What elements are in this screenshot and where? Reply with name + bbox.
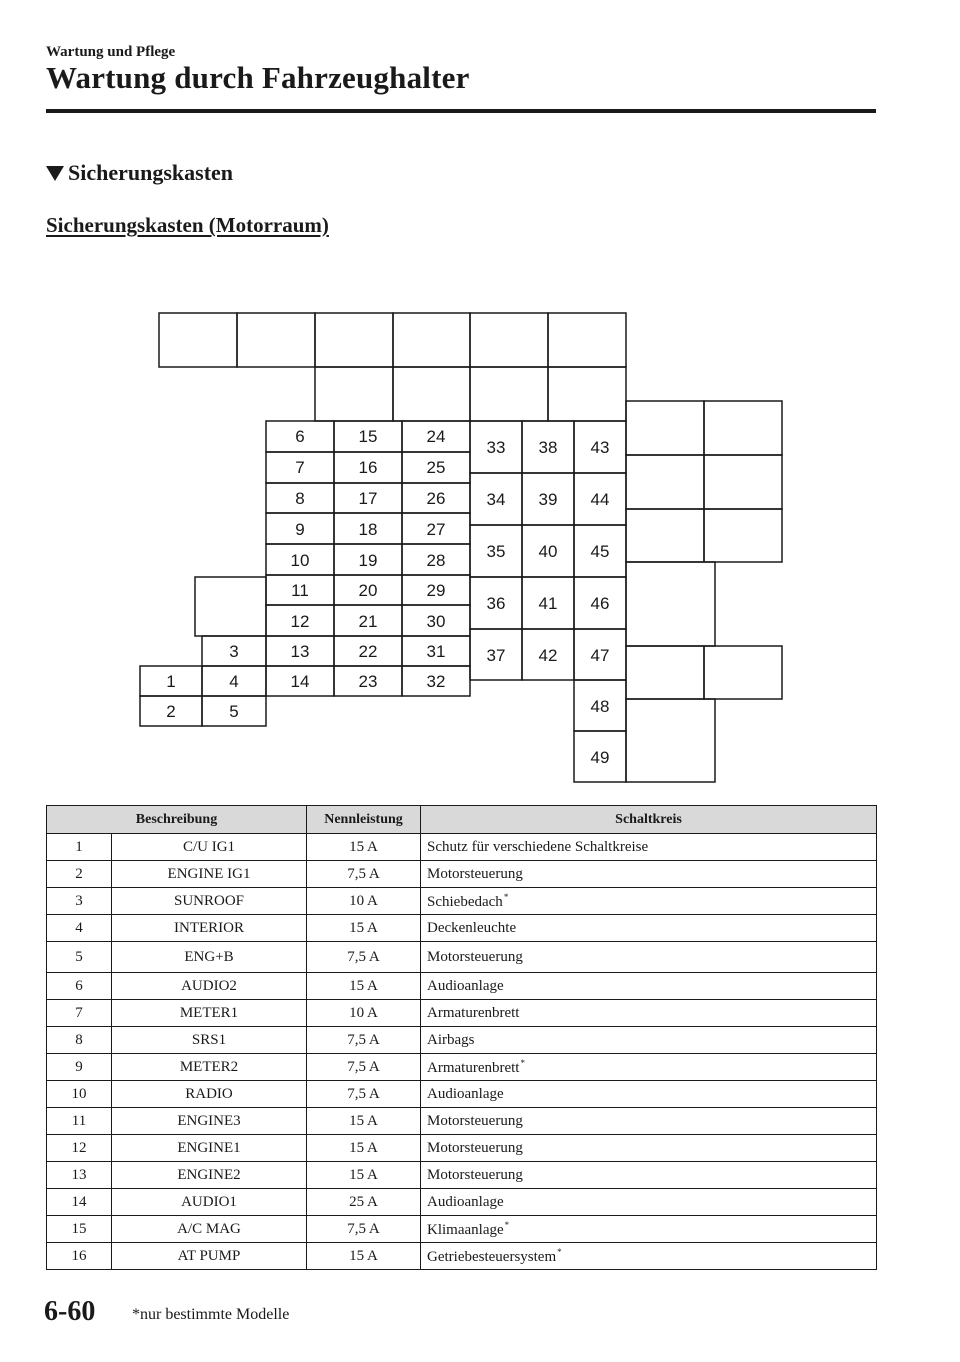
fuse-rating-cell xyxy=(307,942,421,973)
fuse-circuit-cell-text: Schiebedach xyxy=(427,893,503,910)
fuse-number-cell xyxy=(47,973,112,1000)
fuse-number-label: 1 xyxy=(166,672,176,691)
fuse-number-label: 38 xyxy=(538,438,558,457)
fuse-number-label: 39 xyxy=(538,490,558,509)
fuse-description-cell-text: METER1 xyxy=(179,1004,239,1021)
fuse-description-cell xyxy=(112,1027,307,1054)
model-note-mark: * xyxy=(504,1219,510,1230)
table-row xyxy=(47,1081,877,1108)
fuse-rating-cell xyxy=(307,1243,421,1270)
fuse-rating-cell xyxy=(307,1189,421,1216)
fuse-circuit-cell xyxy=(421,942,877,973)
fuse-description-cell-text: RADIO xyxy=(185,1085,233,1102)
table-row xyxy=(47,1135,877,1162)
model-note-mark: * xyxy=(503,891,509,902)
fuse-rating-cell xyxy=(307,888,421,915)
fuse-circuit-cell xyxy=(421,915,877,942)
table-row xyxy=(47,1216,877,1243)
fuse-number-cell-text: 15 xyxy=(71,1220,87,1237)
fuse-rating-cell xyxy=(307,1000,421,1027)
fuse-number-label: 9 xyxy=(295,520,305,539)
fuse-number-label: 35 xyxy=(486,542,506,561)
fuse-circuit-cell-text: Motorsteuerung xyxy=(427,1112,523,1129)
fuse-rating-cell-text: 15 A xyxy=(349,1139,378,1156)
fuse-description-cell-text: ENGINE1 xyxy=(177,1139,241,1156)
table-row xyxy=(47,1027,877,1054)
table-row xyxy=(47,861,877,888)
fuse-description-cell-text: AUDIO2 xyxy=(181,977,237,994)
fuse-number-label: 46 xyxy=(590,594,610,613)
fuse-number-cell-text: 6 xyxy=(75,977,83,994)
fuse-description-cell xyxy=(112,973,307,1000)
fuse-rating-cell-text: 15 A xyxy=(349,1112,378,1129)
fuse-number-label: 21 xyxy=(358,612,378,631)
fuse-number-label: 47 xyxy=(590,646,610,665)
fuse-circuit-cell-text: Motorsteuerung xyxy=(427,865,523,882)
fuse-circuit-cell xyxy=(421,1216,877,1243)
fuse-number-label: 5 xyxy=(229,702,239,721)
fuse-description-cell xyxy=(112,1108,307,1135)
fuse-number-cell-text: 8 xyxy=(75,1031,83,1048)
fuse-number-label: 17 xyxy=(358,489,378,508)
fuse-number-label: 28 xyxy=(426,551,446,570)
fuse-number-label: 4 xyxy=(229,672,239,691)
fuse-number-label: 18 xyxy=(358,520,378,539)
fuse-circuit-cell xyxy=(421,1054,877,1081)
fuse-rating-cell-text: 15 A xyxy=(349,1247,378,1264)
fuse-description-cell xyxy=(112,942,307,973)
fuse-number-label: 23 xyxy=(358,672,378,691)
fuse-circuit-cell-text: Motorsteuerung xyxy=(427,1166,523,1183)
fuse-description-cell-text: INTERIOR xyxy=(174,919,244,936)
table-row xyxy=(47,915,877,942)
fuse-rating-cell-text: 15 A xyxy=(349,838,378,855)
fuse-circuit-cell-text: Motorsteuerung xyxy=(427,1139,523,1156)
table-row xyxy=(47,1162,877,1189)
fuse-number-cell-text: 2 xyxy=(75,865,83,882)
fuse-number-cell-text: 14 xyxy=(71,1193,87,1210)
fuse-rating-cell-text: 10 A xyxy=(349,892,378,909)
fuse-description-cell-text: ENGINE2 xyxy=(177,1166,241,1183)
fuse-number-cell xyxy=(47,1000,112,1027)
fuse-number-label: 27 xyxy=(426,520,446,539)
fuse-circuit-cell xyxy=(421,973,877,1000)
fuse-description-cell xyxy=(112,1081,307,1108)
fuse-circuit-cell-text: Klimaanlage xyxy=(427,1221,504,1238)
fuse-circuit-cell-text: Armaturenbrett xyxy=(427,1059,520,1076)
fuse-number-label: 29 xyxy=(426,581,446,600)
fuse-number-label: 14 xyxy=(290,672,310,691)
model-note-mark: * xyxy=(520,1057,525,1068)
fuse-number-label: 26 xyxy=(426,489,446,508)
fuse-circuit-cell xyxy=(421,1027,877,1054)
fuse-number-label: 33 xyxy=(486,438,506,457)
fuse-number-label: 11 xyxy=(291,581,309,600)
fuse-circuit-cell xyxy=(421,1162,877,1189)
fuse-table xyxy=(46,805,877,1270)
fuse-description-cell xyxy=(112,1135,307,1162)
fuse-number-cell xyxy=(47,861,112,888)
table-row xyxy=(47,834,877,861)
fuse-description-cell xyxy=(112,1000,307,1027)
section-label: Wartung und Pflege xyxy=(46,44,176,60)
fuse-description-cell xyxy=(112,1243,307,1270)
fuse-rating-cell xyxy=(307,915,421,942)
fuse-rating-cell xyxy=(307,1216,421,1243)
fuse-number-label: 37 xyxy=(486,646,506,665)
fuse-rating-cell-text: 15 A xyxy=(349,919,378,936)
fuse-number-cell xyxy=(47,1162,112,1189)
fuse-number-label: 8 xyxy=(295,489,305,508)
fuse-number-cell-text: 16 xyxy=(71,1247,87,1264)
table-row xyxy=(47,888,877,915)
fuse-number-cell-text: 9 xyxy=(75,1058,83,1075)
fuse-rating-cell xyxy=(307,1027,421,1054)
fuse-circuit-cell xyxy=(421,1108,877,1135)
fuse-number-cell-text: 5 xyxy=(75,948,83,965)
table-header-row xyxy=(47,806,877,834)
fuse-rating-cell-text: 15 A xyxy=(349,1166,378,1183)
fuse-number-cell-text: 12 xyxy=(71,1139,87,1156)
table-row xyxy=(47,1054,877,1081)
fuse-description-cell xyxy=(112,888,307,915)
fuse-rating-cell-text: 15 A xyxy=(349,977,378,994)
fuse-circuit-cell-text: Armaturenbrett xyxy=(427,1004,520,1021)
fuse-number-label: 10 xyxy=(290,551,310,570)
fuse-number-cell xyxy=(47,1027,112,1054)
fuse-rating-cell-text: 7,5 A xyxy=(347,948,380,965)
fuse-circuit-cell-text: Airbags xyxy=(427,1031,475,1048)
header-description: Beschreibung xyxy=(47,806,307,834)
sub-heading: Sicherungskasten (Motorraum) xyxy=(46,213,329,237)
fuse-number-cell-text: 7 xyxy=(75,1004,83,1021)
fuse-rating-cell xyxy=(307,1081,421,1108)
fuse-number-cell-text: 11 xyxy=(71,1112,87,1129)
fuse-number-label: 12 xyxy=(290,612,310,631)
fuse-description-cell-text: ENGINE IG1 xyxy=(167,865,251,882)
fuse-rating-cell-text: 7,5 A xyxy=(347,1220,380,1237)
fuse-number-cell xyxy=(47,1054,112,1081)
fuse-description-cell xyxy=(112,861,307,888)
fuse-number-label: 30 xyxy=(426,612,446,631)
page-title: Wartung durch Fahrzeughalter xyxy=(46,60,470,95)
fuse-number-label: 40 xyxy=(538,542,558,561)
header-circuit: Schaltkreis xyxy=(421,806,877,834)
fuse-number-label: 20 xyxy=(358,581,378,600)
fuse-circuit-cell xyxy=(421,1243,877,1270)
fuse-circuit-cell-text: Schutz für verschiedene Schaltkreise xyxy=(427,838,649,855)
fuse-number-cell xyxy=(47,1135,112,1162)
fuse-number-label: 49 xyxy=(590,748,610,767)
fuse-rating-cell-text: 7,5 A xyxy=(347,1085,380,1102)
fuse-description-cell-text: C/U IG1 xyxy=(182,838,236,855)
fuse-rating-cell xyxy=(307,973,421,1000)
fuse-number-cell xyxy=(47,1108,112,1135)
fuse-number-cell xyxy=(47,834,112,861)
fuse-number-label: 44 xyxy=(590,490,610,509)
fuse-circuit-cell xyxy=(421,888,877,915)
fuse-number-label: 36 xyxy=(486,594,506,613)
table-row xyxy=(47,973,877,1000)
model-note-mark: * xyxy=(557,1246,562,1257)
fuse-number-label: 3 xyxy=(229,642,239,661)
fuse-number-label: 48 xyxy=(590,697,610,716)
fuse-description-cell xyxy=(112,1189,307,1216)
fuse-rating-cell-text: 10 A xyxy=(349,1004,378,1021)
fuse-number-label: 34 xyxy=(486,490,506,509)
fuse-description-cell xyxy=(112,1216,307,1243)
fuse-rating-cell xyxy=(307,1108,421,1135)
fuse-number-cell-text: 10 xyxy=(71,1085,87,1102)
fuse-description-cell xyxy=(112,834,307,861)
fuse-rating-cell xyxy=(307,834,421,861)
fuse-number-label: 42 xyxy=(538,646,558,665)
fuse-circuit-cell xyxy=(421,1000,877,1027)
fuse-number-cell-text: 4 xyxy=(75,919,83,936)
fuse-circuit-cell-text: Getriebesteuersystem xyxy=(427,1248,557,1265)
fuse-circuit-cell-text: Audioanlage xyxy=(427,1193,504,1210)
footnote: *nur bestimmte Modelle xyxy=(132,1306,290,1323)
fuse-description-cell xyxy=(112,915,307,942)
table-row xyxy=(47,1189,877,1216)
fuse-number-cell xyxy=(47,1243,112,1270)
fuse-number-cell xyxy=(47,888,112,915)
table-row xyxy=(47,942,877,973)
fuse-number-label: 32 xyxy=(426,672,446,691)
fuse-number-cell-text: 1 xyxy=(75,838,83,855)
subsection-title-text: Sicherungskasten xyxy=(68,160,234,185)
fuse-number-label: 7 xyxy=(295,458,305,477)
fuse-description-cell-text: A/C MAG xyxy=(177,1220,241,1237)
fuse-description-cell-text: SUNROOF xyxy=(173,892,245,909)
fuse-number-label: 6 xyxy=(295,427,305,446)
fuse-circuit-cell-text: Audioanlage xyxy=(427,1085,504,1102)
fuse-description-cell-text: ENGINE3 xyxy=(177,1112,241,1129)
fuse-circuit-cell xyxy=(421,861,877,888)
fuse-number-label: 31 xyxy=(426,642,446,661)
fuse-description-cell xyxy=(112,1162,307,1189)
fuse-circuit-cell xyxy=(421,1135,877,1162)
fuse-circuit-cell-text: Motorsteuerung xyxy=(427,948,523,965)
fuse-description-cell xyxy=(112,1054,307,1081)
fuse-number-label: 25 xyxy=(426,458,446,477)
fuse-rating-cell xyxy=(307,1135,421,1162)
fuse-circuit-cell xyxy=(421,834,877,861)
fuse-number-cell xyxy=(47,915,112,942)
fuse-number-label: 43 xyxy=(590,438,610,457)
fuse-number-cell xyxy=(47,942,112,973)
fuse-rating-cell xyxy=(307,861,421,888)
fuse-rating-cell-text: 7,5 A xyxy=(347,865,380,882)
table-row xyxy=(47,1000,877,1027)
fuse-description-cell-text: ENG+B xyxy=(184,948,234,965)
fuse-number-label: 41 xyxy=(538,594,558,613)
fuse-number-label: 16 xyxy=(358,458,378,477)
fuse-rating-cell-text: 7,5 A xyxy=(347,1058,380,1075)
fuse-number-cell xyxy=(47,1189,112,1216)
fuse-circuit-cell xyxy=(421,1189,877,1216)
fuse-number-cell-text: 3 xyxy=(75,892,83,909)
fuse-number-label: 22 xyxy=(358,642,378,661)
fuse-number-label: 13 xyxy=(290,642,310,661)
fuse-circuit-cell-text: Audioanlage xyxy=(427,977,504,994)
page-number: 6-60 xyxy=(44,1296,96,1327)
fuse-rating-cell-text: 25 A xyxy=(349,1193,378,1210)
fuse-description-cell-text: AUDIO1 xyxy=(181,1193,237,1210)
fuse-number-cell xyxy=(47,1081,112,1108)
fuse-description-cell-text: METER2 xyxy=(179,1058,239,1075)
fuse-description-cell-text: AT PUMP xyxy=(177,1247,241,1264)
fuse-number-cell xyxy=(47,1216,112,1243)
fuse-description-cell-text: SRS1 xyxy=(191,1031,227,1048)
fuse-number-cell-text: 13 xyxy=(71,1166,87,1183)
table-row xyxy=(47,1108,877,1135)
table-row xyxy=(47,1243,877,1270)
fuse-number-label: 15 xyxy=(358,427,378,446)
fuse-number-label: 45 xyxy=(590,542,610,561)
fuse-rating-cell-text: 7,5 A xyxy=(347,1031,380,1048)
fuse-rating-cell xyxy=(307,1054,421,1081)
fuse-rating-cell xyxy=(307,1162,421,1189)
fuse-number-label: 24 xyxy=(426,427,446,446)
fuse-number-label: 2 xyxy=(166,702,176,721)
fuse-number-label: 19 xyxy=(358,551,378,570)
fuse-circuit-cell xyxy=(421,1081,877,1108)
fuse-circuit-cell-text: Deckenleuchte xyxy=(427,919,517,936)
header-rating: Nennleistung xyxy=(307,806,421,834)
